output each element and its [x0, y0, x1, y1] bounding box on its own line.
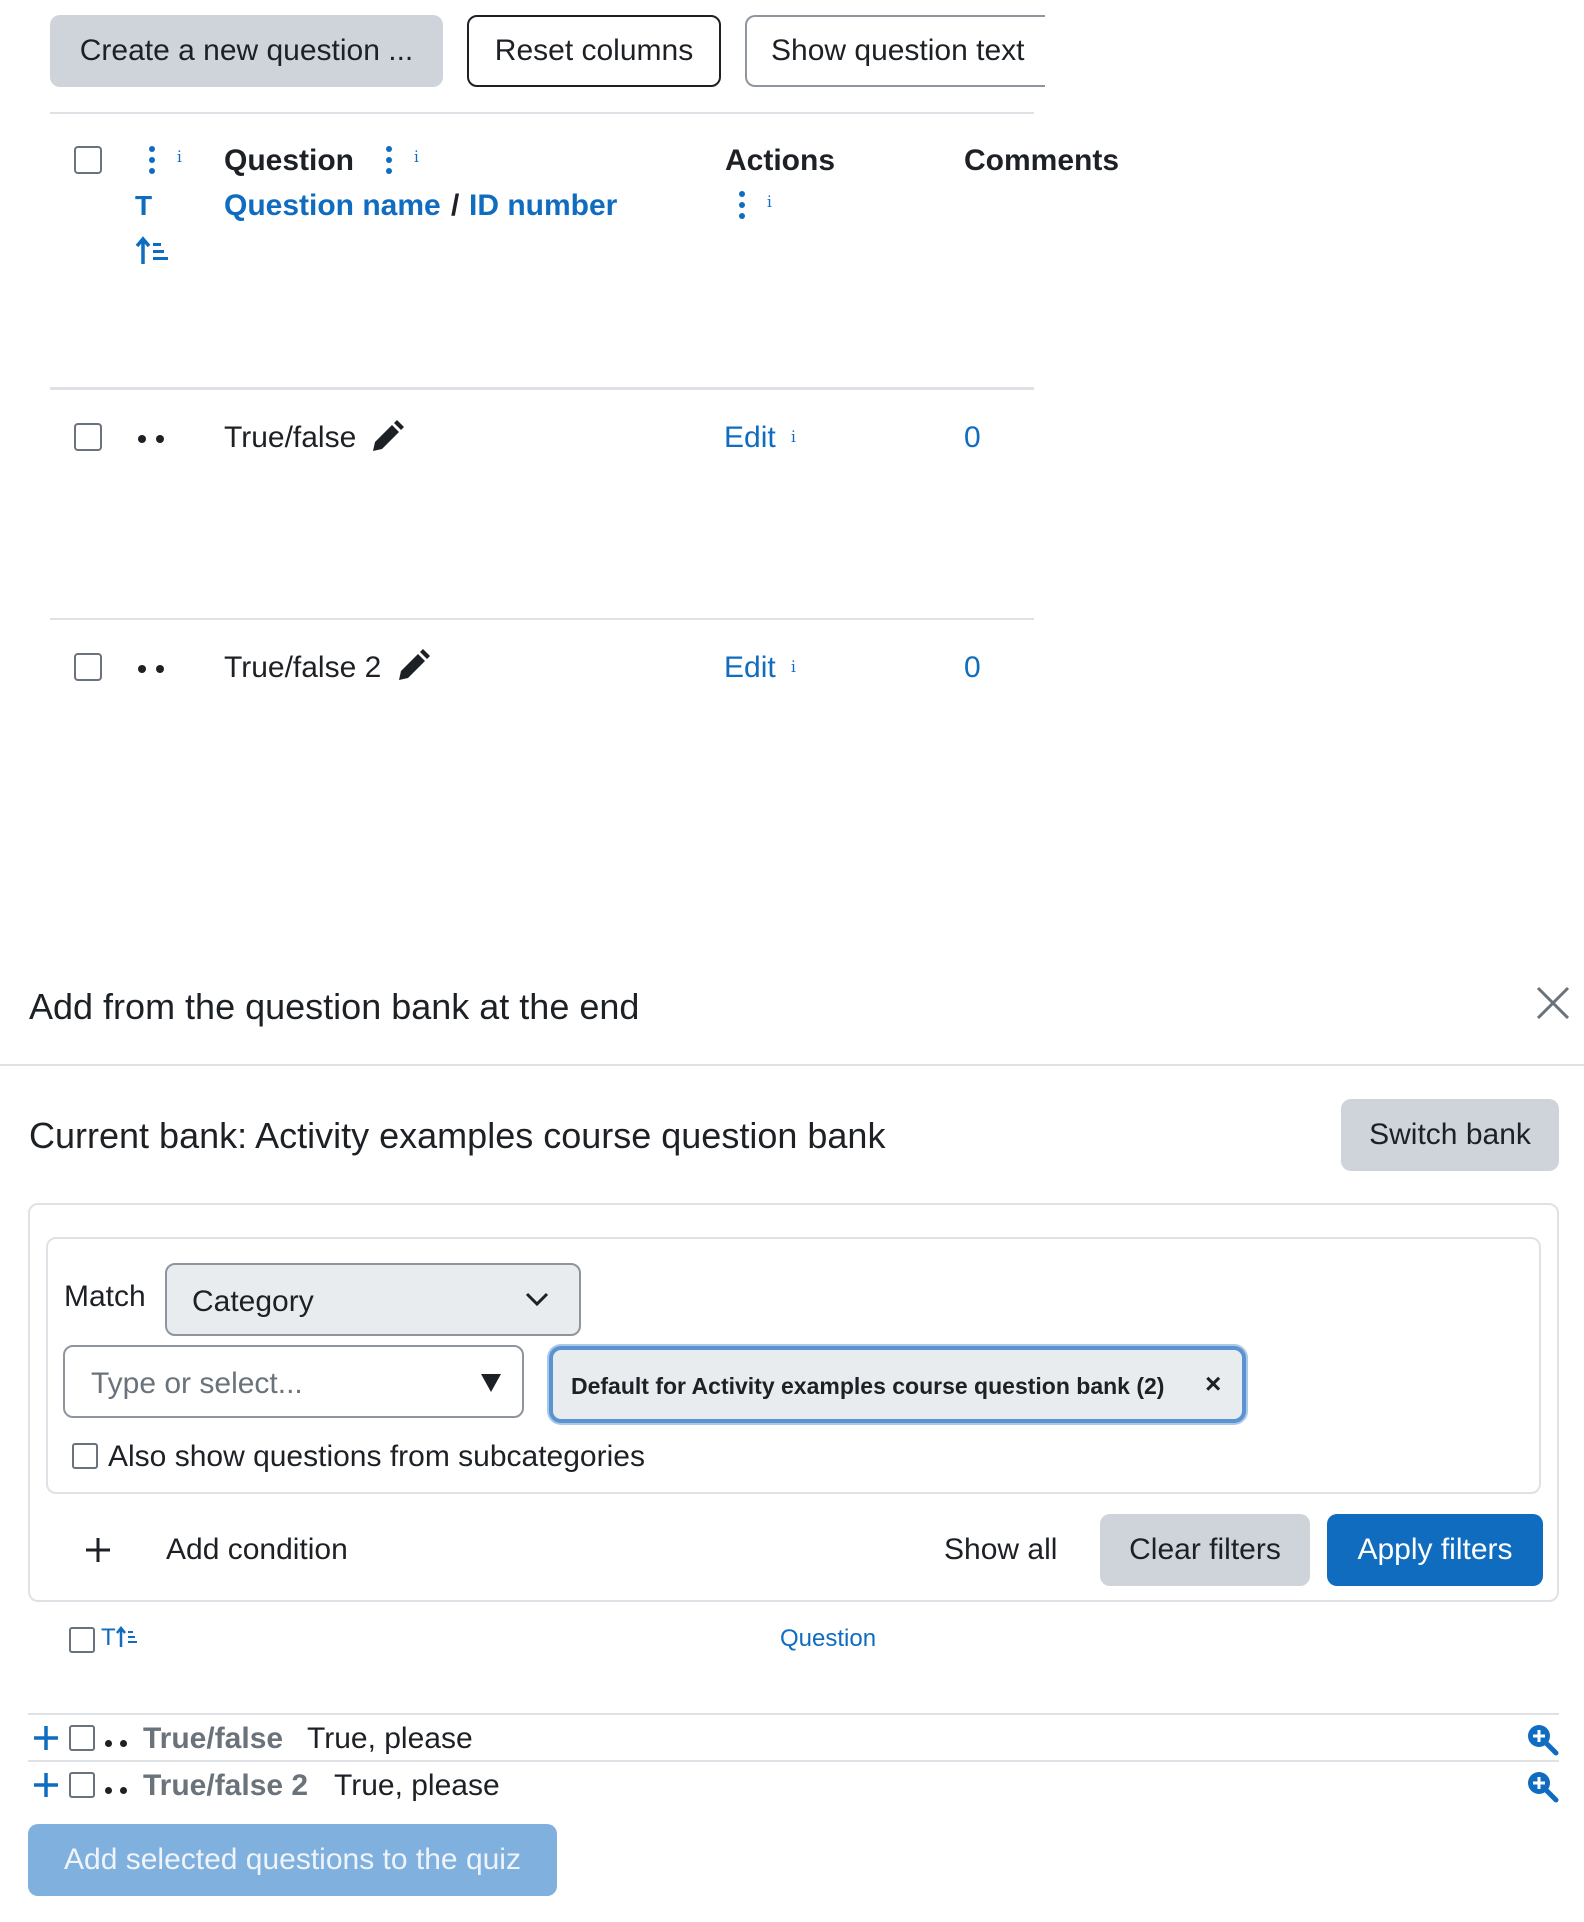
list-item-checkbox[interactable]: [69, 1772, 95, 1798]
switch-bank-button[interactable]: Switch bank: [1341, 1099, 1559, 1171]
list-item-divider: [28, 1760, 1559, 1762]
list-item-name: True/false: [143, 1722, 284, 1755]
row-select-checkbox[interactable]: [74, 423, 102, 451]
question-bank-toolbar: [0, 0, 1034, 110]
question-type-icon: [138, 663, 166, 673]
type-column-menu-icon[interactable]: [148, 146, 156, 176]
edit-link[interactable]: Edit: [724, 651, 776, 684]
pencil-icon[interactable]: [370, 420, 404, 454]
category-search-placeholder: Type or select...: [91, 1367, 303, 1400]
sort-ascending-icon[interactable]: [116, 1626, 138, 1648]
type-sort-link[interactable]: T: [135, 190, 153, 221]
list-question-sort-link[interactable]: Question: [780, 1625, 877, 1652]
subcategories-label: Also show questions from subcategories: [108, 1440, 645, 1473]
caret-down-icon[interactable]: [480, 1373, 502, 1393]
match-select[interactable]: [165, 1263, 581, 1336]
select-all-checkbox[interactable]: [74, 146, 102, 174]
sort-id-number-link[interactable]: ID number: [469, 189, 618, 222]
plus-icon[interactable]: [84, 1536, 112, 1564]
reset-columns-button[interactable]: Reset columns: [467, 15, 721, 87]
list-item-text: True, please: [307, 1722, 473, 1755]
apply-filters-button[interactable]: Apply filters: [1327, 1514, 1543, 1586]
edit-link[interactable]: Edit: [724, 421, 776, 454]
add-selected-questions-button[interactable]: Add selected questions to the quiz: [28, 1824, 557, 1896]
question-type-icon: [138, 433, 166, 443]
table-top-divider: [50, 112, 1034, 114]
current-bank-heading: Current bank: Activity examples course question bank: [29, 1115, 886, 1156]
question-type-icon: [105, 1785, 133, 1795]
zoom-in-icon[interactable]: [1525, 1722, 1559, 1756]
actions-column-header: Actions: [725, 144, 836, 177]
list-type-sort-link[interactable]: T: [101, 1624, 116, 1651]
question-type-icon: [105, 1738, 133, 1748]
list-header-divider: [28, 1713, 1559, 1715]
table-header-divider: [50, 387, 1034, 390]
add-condition-button[interactable]: Add condition: [166, 1533, 348, 1566]
match-select-value: Category: [192, 1285, 314, 1318]
pencil-icon[interactable]: [396, 649, 430, 683]
question-name: True/false 2: [224, 651, 382, 684]
list-item-name: True/false 2: [143, 1769, 309, 1802]
selected-category-label: Default for Activity examples course question bank (2): [571, 1373, 1165, 1399]
question-column-menu-icon[interactable]: [385, 146, 393, 176]
plus-icon[interactable]: [33, 1772, 59, 1798]
select-all-list-checkbox[interactable]: [69, 1627, 95, 1653]
actions-column-info-icon[interactable]: ı̇: [767, 193, 772, 211]
actions-column-menu-icon[interactable]: [738, 191, 746, 221]
question-column-info-icon[interactable]: ı̇: [414, 148, 419, 166]
show-question-text-button[interactable]: Show question text: [745, 15, 1045, 87]
chevron-down-icon: [525, 1291, 549, 1307]
subcategories-checkbox[interactable]: [72, 1443, 98, 1469]
header-separator: /: [451, 189, 460, 222]
modal-title: Add from the question bank at the end: [29, 986, 640, 1027]
sort-ascending-icon[interactable]: [136, 236, 170, 266]
question-column-header: Question: [224, 144, 355, 177]
list-item-text: True, please: [334, 1769, 500, 1802]
edit-info-icon[interactable]: ı̇: [791, 658, 796, 676]
question-name: True/false: [224, 421, 357, 454]
comments-column-header: Comments: [964, 144, 1120, 177]
match-label: Match: [64, 1280, 146, 1313]
show-all-button[interactable]: Show all: [944, 1533, 1058, 1566]
create-question-button[interactable]: Create a new question ...: [50, 15, 443, 87]
modal-header-divider: [0, 1064, 1584, 1066]
category-search-input[interactable]: [63, 1345, 524, 1418]
row-select-checkbox[interactable]: [74, 653, 102, 681]
plus-icon[interactable]: [33, 1725, 59, 1751]
clear-filters-button[interactable]: Clear filters: [1100, 1514, 1310, 1586]
comments-count-link[interactable]: 0: [964, 421, 981, 454]
zoom-in-icon[interactable]: [1525, 1769, 1559, 1803]
type-column-info-icon[interactable]: ı̇: [177, 148, 182, 166]
comments-header-clip: [964, 140, 1120, 184]
selected-category-chip[interactable]: [549, 1346, 1246, 1423]
edit-info-icon[interactable]: ı̇: [791, 428, 796, 446]
sort-question-name-link[interactable]: Question name: [224, 189, 441, 222]
row-divider: [50, 618, 1034, 620]
comments-count-link[interactable]: 0: [964, 651, 981, 684]
list-item-checkbox[interactable]: [69, 1725, 95, 1751]
close-icon[interactable]: [1536, 986, 1570, 1020]
chip-remove-icon[interactable]: ×: [1205, 1368, 1222, 1399]
